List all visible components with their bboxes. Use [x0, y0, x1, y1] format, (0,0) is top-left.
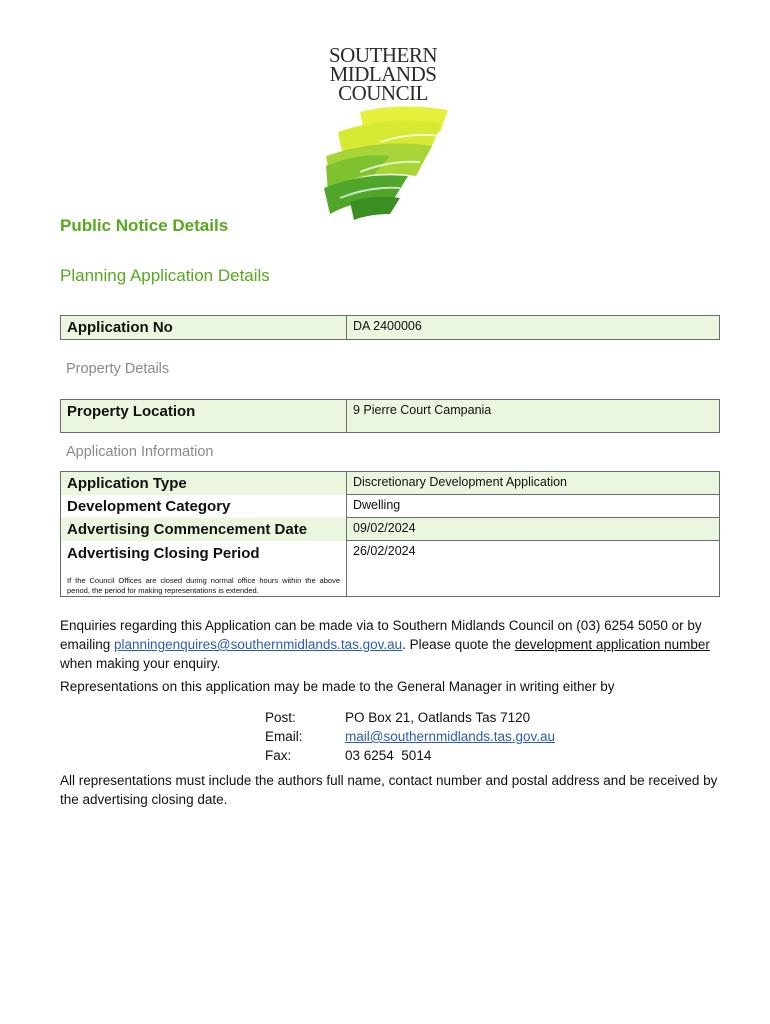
advertising-commencement-value: 09/02/2024 — [347, 518, 720, 541]
logo-line-3: COUNCIL — [338, 81, 428, 105]
post-value: PO Box 21, Oatlands Tas 7120 — [345, 710, 531, 725]
development-category-label: Development Category — [61, 495, 347, 518]
application-info-heading: Application Information — [66, 444, 214, 460]
planning-enquiries-email-link[interactable]: planningenquires@southernmidlands.tas.gov.au — [114, 637, 403, 652]
logo-line-1: SOUTHERN — [328, 43, 437, 67]
application-info-table — [60, 471, 720, 597]
enquiries-text-mid: . Please quote the — [402, 637, 515, 652]
section-title-planning: Planning Application Details — [60, 266, 270, 285]
advertising-closing-label — [61, 541, 347, 597]
property-location-label: Property Location — [61, 400, 347, 433]
property-location-value: 9 Pierre Court Campania — [347, 400, 720, 433]
development-application-number-emphasis: development application number — [514, 637, 710, 652]
post-label: Post: — [265, 710, 296, 725]
application-no-value: DA 2400006 — [347, 316, 720, 340]
landscape-emblem-icon — [320, 102, 450, 220]
logo-line-2: MIDLANDS — [329, 62, 437, 86]
application-no-label: Application No — [61, 316, 347, 340]
email-label: Email: — [265, 729, 303, 744]
advertising-commencement-label: Advertising Commencement Date — [61, 518, 347, 541]
property-details-heading: Property Details — [66, 361, 170, 377]
enquiries-text-post: when making your enquiry. — [60, 656, 221, 671]
property-table — [60, 399, 720, 433]
closing-period-note: If the Council Offices are closed during normal office hours within the above period, the period for making representations is extended. — [67, 575, 340, 595]
application-type-value: Discretionary Development Application — [347, 472, 720, 495]
application-type-label: Application Type — [61, 472, 347, 495]
general-email-link[interactable]: mail@southernmidlands.tas.gov.au — [345, 729, 556, 744]
contact-details — [265, 708, 555, 765]
application-table — [60, 315, 720, 340]
logo-text — [318, 43, 448, 105]
development-category-value: Dwelling — [347, 495, 720, 518]
advertising-closing-value: 26/02/2024 — [347, 541, 720, 597]
fax-value: 03 6254 5014 — [345, 748, 432, 763]
enquiries-paragraph — [60, 616, 725, 673]
advertising-closing-label-text: Advertising Closing Period — [67, 544, 260, 562]
council-logo — [318, 43, 458, 105]
fax-label: Fax: — [265, 748, 292, 763]
page-title: Public Notice Details — [60, 216, 229, 235]
enquiries-text-pre: Enquiries regarding this Application can be made via to Southern Midlands Council on (03) 6254 5050 or by emailing — [60, 618, 702, 652]
representations-paragraph: Representations on this application may be made to the General Manager in writing either by — [60, 679, 615, 694]
closing-paragraph: All representations must include the authors full name, contact number and postal address and be received by the advertising closing date. — [60, 773, 718, 807]
